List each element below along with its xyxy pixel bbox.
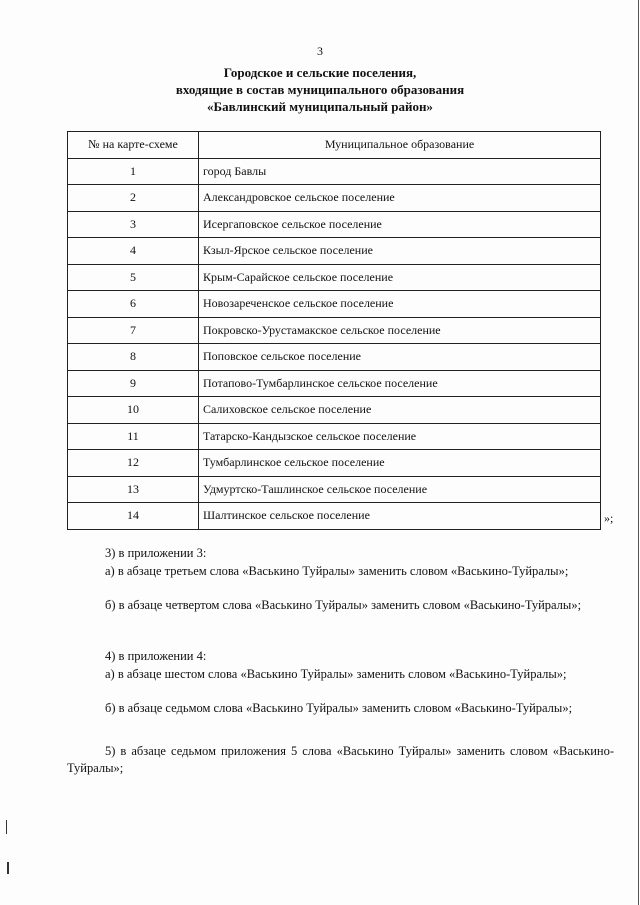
title-line-2: входящие в состав муниципального образования [175,82,465,97]
header-map-number: № на карте-схеме [68,132,199,159]
scan-margin-mark [6,820,7,834]
table-row [68,397,601,424]
paragraph-item-3a: а) в абзаце третьем слова «Васькино Туйралы» заменить словом «Васькино-Туйралы»; [105,564,569,578]
row-number: 14 [68,503,199,530]
paragraph-item-5: 5) в абзаце седьмом приложения 5 слова «Васькино Туйралы» заменить словом «Васькино-Туйралы»; [67,744,614,775]
row-entity-name: Кзыл-Ярское сельское поселение [199,238,601,265]
table-row [68,423,601,450]
row-entity-name: Исергаповское сельское поселение [199,211,601,238]
row-entity-name: Крым-Сарайское сельское поселение [199,264,601,291]
municipal-entities-table [67,131,601,530]
paragraph-item-3-heading: 3) в приложении 3: [105,546,207,560]
row-number: 12 [68,450,199,477]
row-number: 2 [68,185,199,212]
paragraph-item-4-heading: 4) в приложении 4: [105,649,207,663]
table-row [68,344,601,371]
row-entity-name: Покровско-Урустамакское сельское поселение [199,317,601,344]
row-number: 3 [68,211,199,238]
row-number: 5 [68,264,199,291]
row-entity-name: Потапово-Тумбарлинское сельское поселение [199,370,601,397]
row-number: 9 [68,370,199,397]
table-row [68,264,601,291]
row-number: 1 [68,158,199,185]
table-closing-quote: »; [604,511,614,525]
table-row [68,238,601,265]
table-row [68,370,601,397]
row-number: 8 [68,344,199,371]
row-number: 11 [68,423,199,450]
row-number: 6 [68,291,199,318]
table-row [68,185,601,212]
row-number: 13 [68,476,199,503]
table-row [68,158,601,185]
table-row [68,450,601,477]
paragraph-item-4a: а) в абзаце шестом слова «Васькино Туйралы» заменить словом «Васькино-Туйралы»; [105,667,567,681]
header-municipal-entity: Муниципальное образование [199,132,601,159]
row-entity-name: Салиховское сельское поселение [199,397,601,424]
table-row [68,503,601,530]
table-row [68,291,601,318]
scan-margin-mark [7,862,9,874]
document-title [0,64,640,115]
paragraph-item-3b: б) в абзаце четвертом слова «Васькино Туйралы» заменить словом «Васькино-Туйралы»; [105,598,582,612]
row-entity-name: Тумбарлинское сельское поселение [199,450,601,477]
table-header-row [68,132,601,159]
page-number: 3 [317,44,323,58]
row-entity-name: Новозареченское сельское поселение [199,291,601,318]
table-row [68,317,601,344]
table-row [68,211,601,238]
table-row [68,476,601,503]
row-entity-name: Поповское сельское поселение [199,344,601,371]
row-entity-name: Татарско-Кандызское сельское поселение [199,423,601,450]
scan-page-edge [638,0,639,905]
row-number: 7 [68,317,199,344]
row-entity-name: Александровское сельское поселение [199,185,601,212]
row-entity-name: Удмуртско-Ташлинское сельское поселение [199,476,601,503]
row-entity-name: Шалтинское сельское поселение [199,503,601,530]
row-number: 10 [68,397,199,424]
row-number: 4 [68,238,199,265]
title-line-1: Городское и сельские поселения, [223,65,417,80]
title-line-3: «Бавлинский муниципальный район» [207,99,433,114]
paragraph-item-4b: б) в абзаце седьмом слова «Васькино Туйралы» заменить словом «Васькино-Туйралы»; [105,701,573,715]
row-entity-name: город Бавлы [199,158,601,185]
